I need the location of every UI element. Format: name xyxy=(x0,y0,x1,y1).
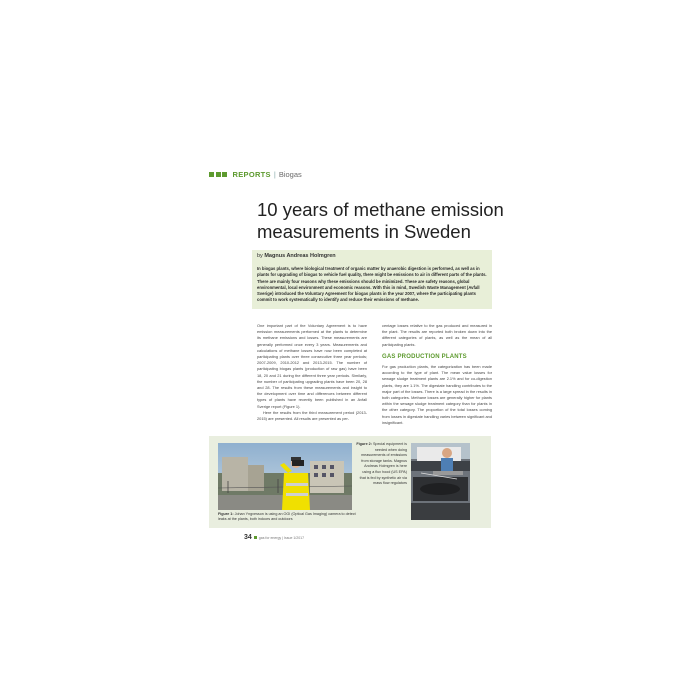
figure-1-image xyxy=(218,443,352,510)
footer-marker-icon xyxy=(254,536,257,539)
article-title: 10 years of methane emission measurements in Sweden xyxy=(257,199,504,242)
section-marker-icon xyxy=(209,172,229,177)
page-number: 34 xyxy=(244,534,252,541)
figure-2-photo xyxy=(411,443,470,520)
figure-1-photo xyxy=(218,443,352,510)
section-separator: | xyxy=(273,170,276,179)
section-header xyxy=(209,170,302,179)
publication-name: gas for energy | Issue 1/2017 xyxy=(258,535,305,540)
figure-2-caption xyxy=(356,442,407,487)
section-label: REPORTS xyxy=(232,170,271,179)
figure-2-label: Figure 2: xyxy=(356,442,372,446)
body-paragraph: One important part of the Voluntary Agreement is to have emission measurements performed at the plants to determine its methane emissions and losses. These measurements are generally performed once every 3 years. Measurements and calculations of methane losses have now been completed at participating plants over three consecutive three year periods; 2007-2009, 2010-2012 and 2013-2015. The number of participating biogas plants (production of raw gas) have been 18, 20 and 21 during the different three year periods. Similarly, the number of participating upgrading plants have been 20, 28 and 28. The results from these measurements and insight to the development over time and differences between different types of plants have recently been published in an Avfall Sverige report (Figure 1). xyxy=(257,323,367,409)
figure-1-caption xyxy=(218,512,358,522)
body-paragraph: For gas production plants, the categorization has been made according to the type of plant. The mean value losses for sewage sludge treatment plants are 2.1% and for co-digestion plants, they are 1.1%. The digestate handling contributes to the major part of the losses. There is a large spread in the results in both categories. Methane losses are generally higher for plants within the sewage sludge treatment category than for plants in the other category. The proportion of the total losses coming from losses in digestate handling varies between significant and insignificant. xyxy=(382,364,492,425)
body-column-left xyxy=(257,323,367,422)
figure-2-caption-text: Special equipment is needed when doing measurements of emissions from storage tanks. Magnus Andreas Holmgren is here using a flux hood (US EPA) that is fed by synthetic air via mass flow regulators xyxy=(359,442,407,486)
byline-prefix: by xyxy=(257,253,263,259)
figure-1-label: Figure 1: xyxy=(218,512,234,516)
body-paragraph: Here the results from the third measurement period (2013-2015) are presented. All results are presented as per- xyxy=(257,409,367,422)
subheading: GAS PRODUCTION PLANTS xyxy=(382,353,467,360)
body-paragraph: centage losses relative to the gas produced and measured in the plant. The results are reported both broken down into the different categories of plants, as well as the mean of all participating plants. xyxy=(382,323,492,347)
author-name: Magnus Andreas Holmgren xyxy=(264,253,336,259)
byline xyxy=(257,253,336,259)
figure-2-image xyxy=(411,443,470,520)
section-sublabel: Biogas xyxy=(278,170,302,179)
lead-paragraph: In biogas plants, where biological treatment of organic matter by anaerobic digestion is performed, as well as in plants for upgrading of biogas to vehicle fuel quality, there might be emissions to air in different parts of the plants. There are mainly four reasons why these emissions should be minimized. These are safety reasons, global environmental, local environment and economic reasons. With this in mind, Swedish Waste Management (Avfall Sverige) introduced the Voluntary Agreement for biogas plants in the year 2007, where the participating plants commit to work systematically to identify and reduce their emissions of methane. xyxy=(257,266,487,303)
figure-1-caption-text: Johan Yngvesson is using an OGI (Optical Gas Imaging) camera to detect leaks at the plants, both indoors and outdoors xyxy=(218,512,356,522)
page-footer xyxy=(244,534,304,541)
body-column-right xyxy=(382,323,492,426)
